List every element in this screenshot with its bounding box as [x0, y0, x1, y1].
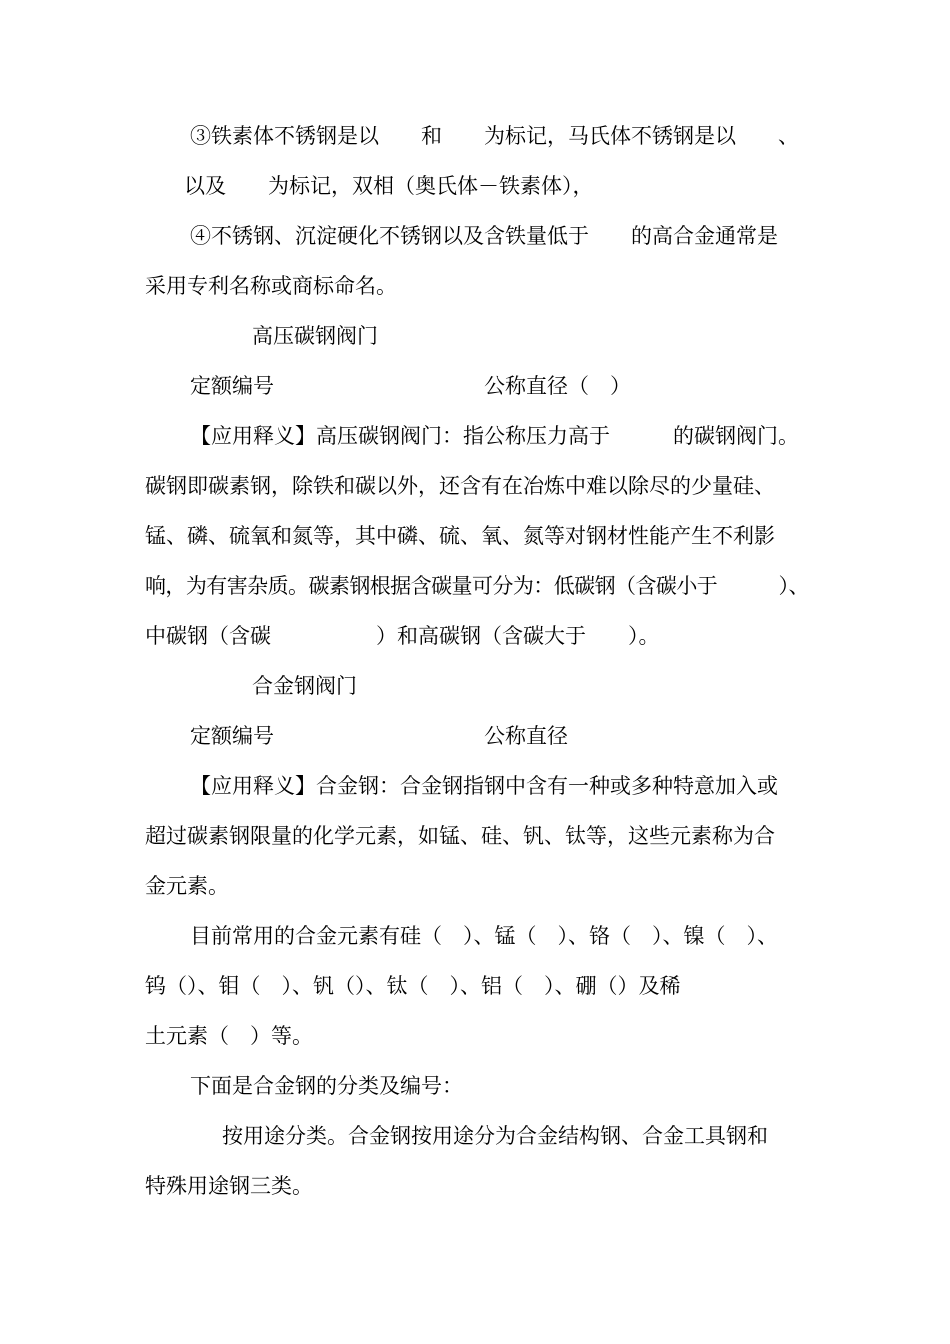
paragraph-line: 按用途分类。合金钢按用途分为合金结构钢、合金工具钢和: [222, 1124, 768, 1148]
paragraph-line: 锰、磷、硫氧和氮等，其中磷、硫、氧、氮等对钢材性能产生不利影: [145, 524, 775, 548]
paragraph-line: 以及 为标记，双相（奥氏体－铁素体），: [184, 174, 594, 198]
section-heading: 合金钢阀门: [252, 674, 357, 698]
paragraph-line: 超过碳素钢限量的化学元素，如锰、硅、钒、钛等，这些元素称为合: [145, 824, 775, 848]
paragraph-line: 钨（）、钼（ ）、钒（）、钛（ ）、铝（ ）、硼（）及稀: [145, 974, 681, 998]
paragraph-line: ③铁素体不锈钢是以 和 为标记，马氏体不锈钢是以 、: [190, 124, 799, 148]
quota-number-line: 定额编号 公称直径: [190, 724, 568, 748]
paragraph-line: 响，为有害杂质。碳素钢根据含碳量可分为：低碳钢（含碳小于 ）、: [145, 574, 809, 598]
paragraph-line: 中碳钢（含碳 ）和高碳钢（含碳大于 ）。: [145, 624, 660, 648]
section-heading: 高压碳钢阀门: [252, 324, 378, 348]
paragraph-line: 土元素（ ）等。: [145, 1024, 313, 1048]
paragraph-line: 【应用释义】高压碳钢阀门：指公称压力高于 的碳钢阀门。: [190, 424, 799, 448]
paragraph-line: 金元素。: [145, 874, 229, 898]
paragraph-line: 碳钢即碳素钢，除铁和碳以外，还含有在冶炼中难以除尽的少量硅、: [145, 474, 775, 498]
quota-number-line: 定额编号 公称直径（ ）: [190, 374, 631, 398]
paragraph-line: ④不锈钢、沉淀硬化不锈钢以及含铁量低于 的高合金通常是: [190, 224, 778, 248]
paragraph-line: 下面是合金钢的分类及编号：: [190, 1074, 463, 1098]
paragraph-line: 目前常用的合金元素有硅（ ）、锰（ ）、铬（ ）、镍（ ）、: [190, 924, 778, 948]
paragraph-line: 采用专利名称或商标命名。: [145, 274, 397, 298]
paragraph-line: 特殊用途钢三类。: [145, 1174, 313, 1198]
paragraph-line: 【应用释义】合金钢：合金钢指钢中含有一种或多种特意加入或: [190, 774, 778, 798]
